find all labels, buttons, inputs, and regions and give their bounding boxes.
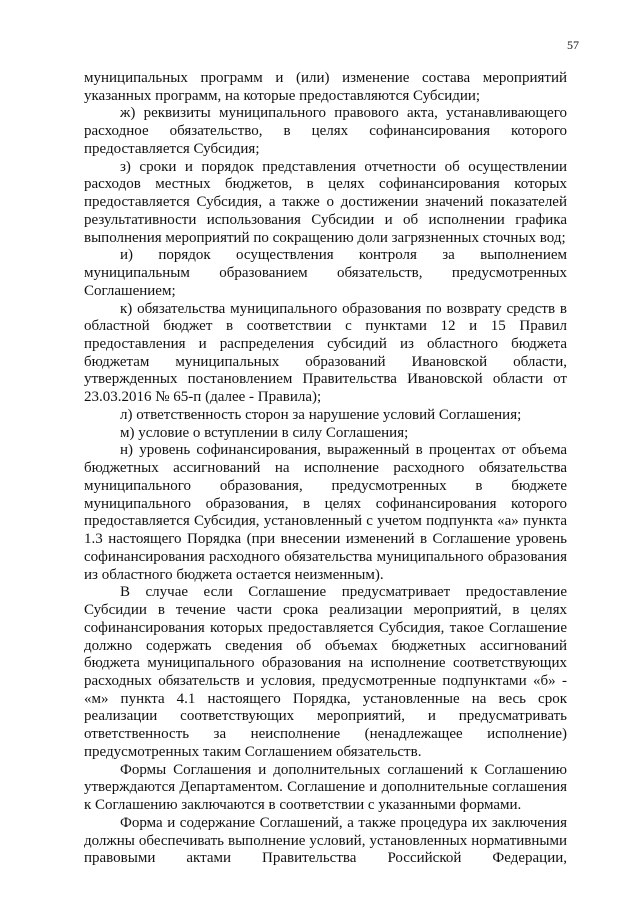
paragraph-i: и) порядок осуществления контроля за выполнением муниципальным образованием обязательств, предусмотренных Соглашением; bbox=[84, 247, 567, 299]
paragraph-n: н) уровень софинансирования, выраженный в процентах от объема бюджетных ассигнований на исполнение расходного обязательства муниципального образования, предусмотренных в бюджете муниципального образования, в целях софинансирования которого предоставляется Субсидия, установленный с учетом подпункта «а» пункта 1.3 настоящего Порядка (при внесении изменений в Соглашение уровень софинансирования расходного обязательства муниципального образования из областного бюджета остается неизменным). bbox=[84, 442, 567, 583]
paragraph-cont: муниципальных программ и (или) изменение состава мероприятий указанных программ, на которые предоставляются Субсидии; bbox=[84, 70, 567, 104]
paragraph-k: к) обязательства муниципального образования по возврату средств в областной бюджет в соответствии с пунктами 12 и 15 Правил предоставления и распределения субсидий из областного бюджета бюджетам муниципальных образований Ивановской области, утвержденных постановлением Правительства Ивановской области от 23.03.2016 № 65-п (далее - Правила); bbox=[84, 300, 567, 406]
paragraph-z: з) сроки и порядок представления отчетности об осуществлении расходов местных бюджетов, в целях софинансирования которых предоставляется Субсидия, а также о достижении значений показателей результативности использования Субсидии и об исполнении графика выполнения мероприятий по сокращению доли загрязненных сточных вод; bbox=[84, 158, 567, 246]
paragraph-l: л) ответственность сторон за нарушение условий Соглашения; bbox=[120, 406, 522, 423]
paragraph-m: м) условие о вступлении в силу Соглашения; bbox=[120, 424, 409, 441]
page-number: 57 bbox=[567, 38, 579, 52]
paragraph-forms: Формы Соглашения и дополнительных соглашений к Соглашению утверждаются Департаментом. Соглашение и дополнительные соглашения к Соглашению заключаются в соответствии с указанными формами. bbox=[84, 761, 567, 814]
paragraph-zh: ж) реквизиты муниципального правового акта, устанавливающего расходное обязательство, в целях софинансирования которого предоставляется Субсидия; bbox=[84, 105, 567, 157]
document-body bbox=[84, 70, 567, 868]
paragraph-form: Форма и содержание Соглашений, а также процедура их заключения должны обеспечивать выполнение условий, установленных нормативными правовыми актами Правительства Российской Федерации, bbox=[84, 814, 567, 867]
paragraph-case: В случае если Соглашение предусматривает предоставление Субсидии в течение части срока реализации мероприятий, в целях софинансирования которых предоставляется Субсидия, такое Соглашение должно содержать сведения об объемах бюджетных ассигнований бюджета муниципального образования на исполнение соответствующих расходных обязательств и условия, предусмотренные подпунктами «б» - «м» пункта 4.1 настоящего Порядка, установленные на весь срок реализации соответствующих мероприятий, и предусматривать ответственность за неисполнение (ненадлежащее исполнение) предусмотренных таким Соглашением обязательств. bbox=[84, 584, 567, 760]
